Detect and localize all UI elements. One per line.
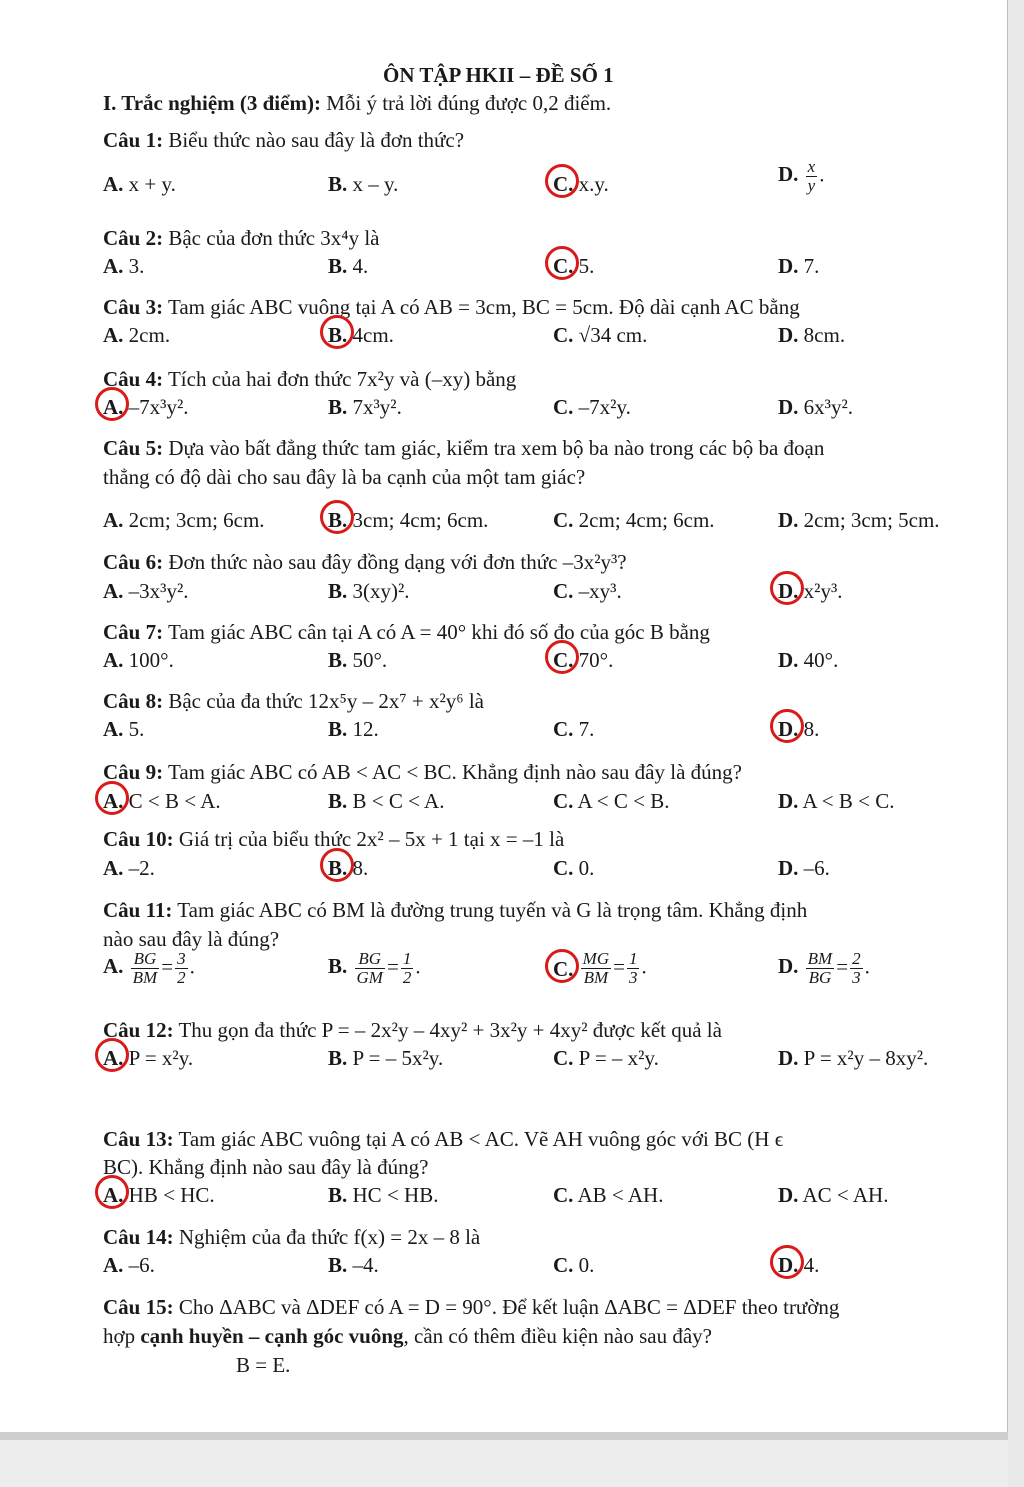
answer-circle-mark: [545, 640, 579, 674]
q5-option-c: C. 2cm; 4cm; 6cm.: [553, 508, 715, 532]
q10-option-b: B. 8.: [328, 856, 368, 880]
page-title: ÔN TẬP HKII – ĐỀ SỐ 1: [383, 63, 614, 87]
q8-option-c: C. 7.: [553, 717, 595, 741]
q8-option-b: B. 12.: [328, 717, 379, 741]
question-11: Câu 11: Tam giác ABC có BM là đường trung tuyến và G là trọng tâm. Khẳng định: [103, 898, 808, 922]
section-heading: [103, 91, 611, 115]
q12-option-b: B. P = – 5x²y.: [328, 1046, 444, 1070]
q6-option-c: C. –xy³.: [553, 579, 622, 603]
q2-option-d: D. 7.: [778, 254, 820, 278]
answer-circle-mark: [545, 949, 579, 983]
answer-circle-mark: [320, 315, 354, 349]
q3-option-d: D. 8cm.: [778, 323, 846, 347]
q12-option-c: C. P = – x²y.: [553, 1046, 659, 1070]
question-4: Câu 4: Tích của hai đơn thức 7x²y và (–xy) bằng: [103, 367, 517, 391]
q4-option-d: D. 6x³y².: [778, 395, 854, 419]
q2-option-a: A. 3.: [103, 254, 145, 278]
answer-circle-mark: [95, 1038, 129, 1072]
question-12: Câu 12: Thu gọn đa thức P = – 2x²y – 4xy² + 3x²y + 4xy² được kết quả là: [103, 1018, 722, 1042]
q1-option-b: B. x – y.: [328, 172, 399, 196]
q4-option-c: C. –7x²y.: [553, 395, 631, 419]
q7-option-c: C. 70°.: [553, 648, 613, 672]
page-edge: [1007, 0, 1024, 1487]
answer-circle-mark: [95, 781, 129, 815]
q13-option-a: A. HB < HC.: [103, 1183, 215, 1207]
q10-option-c: C. 0.: [553, 856, 595, 880]
q7-option-a: A. 100°.: [103, 648, 174, 672]
question-11-cont: nào sau đây là đúng?: [103, 927, 280, 951]
answer-circle-mark: [320, 848, 354, 882]
question-10: Câu 10: Giá trị của biểu thức 2x² – 5x + 1 tại x = –1 là: [103, 827, 565, 851]
q6-option-d: D. x²y³.: [778, 579, 843, 603]
q9-option-a: A. C < B < A.: [103, 789, 221, 813]
question-13: Câu 13: Tam giác ABC vuông tại A có AB < AC. Vẽ AH vuông góc với BC (H ϵ: [103, 1127, 784, 1151]
q14-option-c: C. 0.: [553, 1253, 595, 1277]
answer-circle-mark: [95, 1175, 129, 1209]
q7-option-b: B. 50°.: [328, 648, 388, 672]
q1-option-d: D. $\frac{x}{y}$ .: [778, 157, 825, 195]
fraction: $\frac{x}{y}$: [807, 157, 816, 195]
q13-option-c: C. AB < AH.: [553, 1183, 664, 1207]
question-5-cont: thẳng có độ dài cho sau đây là ba cạnh của một tam giác?: [103, 465, 586, 489]
question-2: Câu 2: Bậc của đơn thức 3x⁴y là: [103, 226, 380, 250]
handwritten-answer: B = E.: [236, 1353, 291, 1377]
q11-option-c: C. $\frac{MG}{BM}$ = $\frac{1}{3}$ .: [553, 950, 647, 987]
q5-option-b: B. 3cm; 4cm; 6cm.: [328, 508, 488, 532]
q11-option-b: B. $\frac{BG}{GM}$ = $\frac{1}{2}$ .: [328, 949, 421, 987]
q4-option-b: B. 7x³y².: [328, 395, 402, 419]
q14-option-a: A. –6.: [103, 1253, 155, 1277]
q6-option-a: A. –3x³y².: [103, 579, 189, 603]
q3-option-c: C. √34 cm.: [553, 323, 648, 347]
question-3: Câu 3: Tam giác ABC vuông tại A có AB = 3cm, BC = 5cm. Độ dài cạnh AC bằng: [103, 295, 800, 319]
question-8: Câu 8: Bậc của đa thức 12x⁵y – 2x⁷ + x²y⁶ là: [103, 689, 484, 713]
answer-circle-mark: [770, 709, 804, 743]
question-5: Câu 5: Dựa vào bất đẳng thức tam giác, kiểm tra xem bộ ba nào trong các bộ ba đoạn: [103, 436, 825, 460]
question-15-cont: hợp cạnh huyền – cạnh góc vuông, cần có thêm điều kiện nào sau đây?: [103, 1324, 712, 1348]
q3-option-b: B. 4cm.: [328, 323, 394, 347]
q8-option-a: A. 5.: [103, 717, 145, 741]
answer-circle-mark: [545, 246, 579, 280]
q14-option-b: B. –4.: [328, 1253, 379, 1277]
q1-option-a: A. x + y.: [103, 172, 176, 196]
page-bottom-gap: [0, 1432, 1008, 1487]
q4-option-a: A. –7x³y².: [103, 395, 189, 419]
q3-option-a: A. 2cm.: [103, 323, 171, 347]
question-9: Câu 9: Tam giác ABC có AB < AC < BC. Khẳng định nào sau đây là đúng?: [103, 760, 742, 784]
q5-option-a: A. 2cm; 3cm; 6cm.: [103, 508, 265, 532]
section-note: Mỗi ý trả lời đúng được 0,2 điểm.: [320, 91, 612, 115]
question-6: Câu 6: Đơn thức nào sau đây đồng dạng với đơn thức –3x²y³?: [103, 550, 627, 574]
answer-circle-mark: [320, 500, 354, 534]
q11-option-d: D. $\frac{BM}{BG}$ = $\frac{2}{3}$ .: [778, 949, 870, 987]
question-7: Câu 7: Tam giác ABC cân tại A có A = 40° khi đó số đo của góc B bằng: [103, 620, 710, 644]
answer-circle-mark: [770, 571, 804, 605]
q6-option-b: B. 3(xy)².: [328, 579, 410, 603]
q13-option-d: D. AC < AH.: [778, 1183, 889, 1207]
question-1: Câu 1: Biểu thức nào sau đây là đơn thức?: [103, 128, 465, 152]
section-label: I. Trắc nghiệm (3 điểm):: [103, 91, 321, 115]
q10-option-a: A. –2.: [103, 856, 155, 880]
answer-circle-mark: [545, 164, 579, 198]
q14-option-d: D. 4.: [778, 1253, 819, 1277]
q10-option-d: D. –6.: [778, 856, 830, 880]
q11-option-a: A. $\frac{BG}{BM}$ = $\frac{3}{2}$ .: [103, 949, 195, 987]
question-15: Câu 15: Cho ΔABC và ΔDEF có A = D = 90°. Để kết luận ΔABC = ΔDEF theo trường: [103, 1295, 840, 1319]
question-14: Câu 14: Nghiệm của đa thức f(x) = 2x – 8 là: [103, 1225, 481, 1249]
q9-option-b: B. B < C < A.: [328, 789, 445, 813]
answer-circle-mark: [95, 387, 129, 421]
q2-option-c: C. 5.: [553, 254, 594, 278]
question-13-cont: BC). Khẳng định nào sau đây là đúng?: [103, 1155, 429, 1179]
q8-option-d: D. 8.: [778, 717, 819, 741]
q2-option-b: B. 4.: [328, 254, 369, 278]
q12-option-d: D. P = x²y – 8xy².: [778, 1046, 929, 1070]
q12-option-a: A. P = x²y.: [103, 1046, 193, 1070]
q9-option-c: C. A < C < B.: [553, 789, 670, 813]
q9-option-d: D. A < B < C.: [778, 789, 895, 813]
q7-option-d: D. 40°.: [778, 648, 839, 672]
q1-option-c: C. x.y.: [553, 172, 609, 196]
q5-option-d: D. 2cm; 3cm; 5cm.: [778, 508, 940, 532]
q13-option-b: B. HC < HB.: [328, 1183, 439, 1207]
answer-circle-mark: [770, 1245, 804, 1279]
